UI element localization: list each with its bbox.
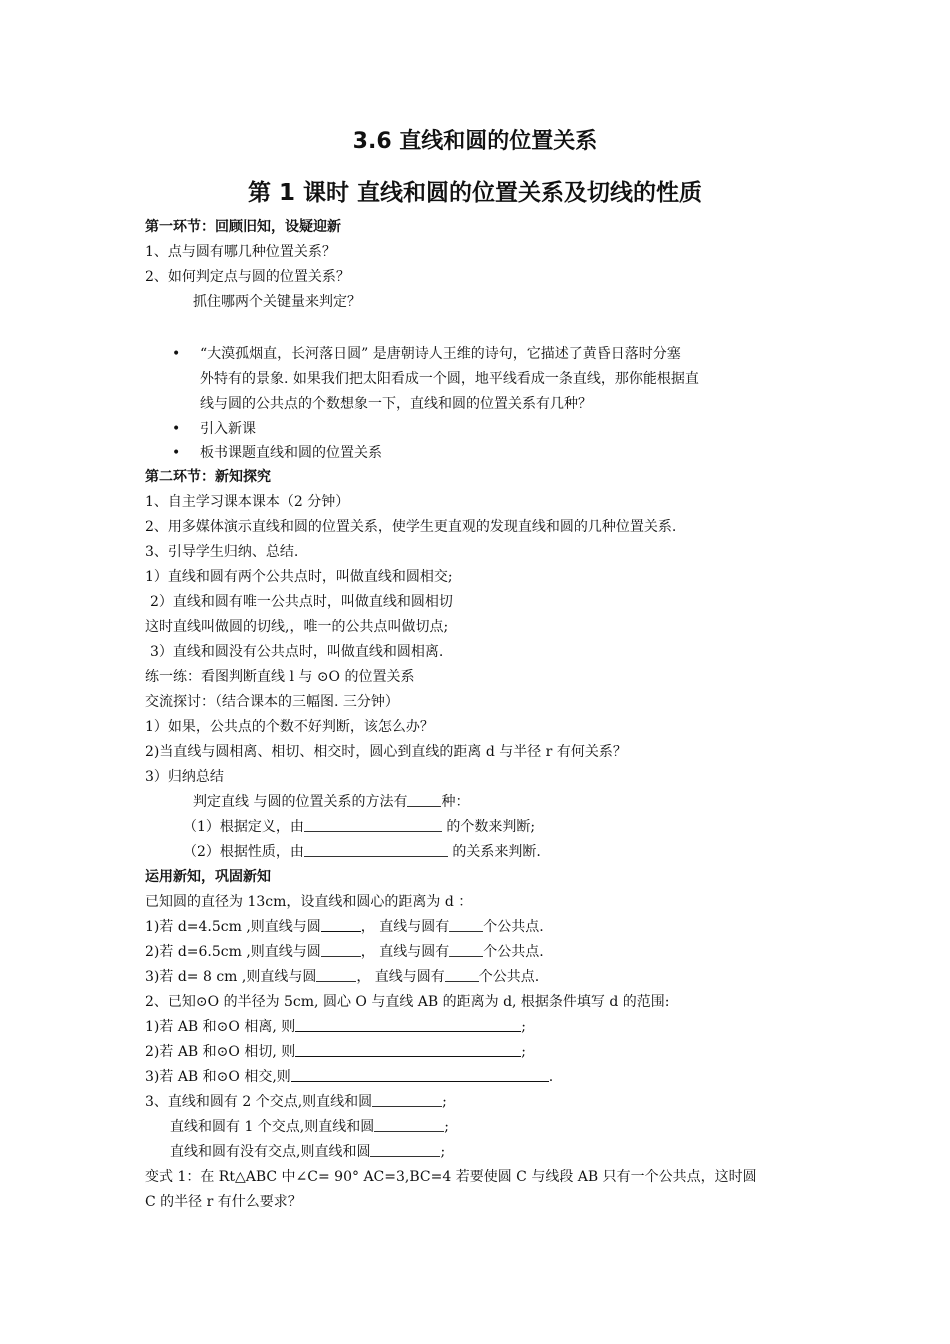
section2-heading: 第二环节：新知探究 bbox=[145, 469, 271, 485]
section3-heading: 运用新知，巩固新知 bbox=[145, 869, 271, 885]
row3-relation-blank[interactable] bbox=[316, 967, 356, 982]
section1-heading: 第一环节：回顾旧知，设疑迎新 bbox=[145, 219, 341, 235]
intersect-blank[interactable] bbox=[291, 1067, 549, 1082]
section3-intro: 已知圆的直径为 13cm，设直线和圆心的距离为 d ： bbox=[145, 894, 473, 910]
row1-end: 个公共点. bbox=[483, 919, 544, 935]
definition-label: （1）根据定义，由 bbox=[183, 819, 304, 835]
one-point-end: ; bbox=[444, 1119, 449, 1135]
row2-count-blank[interactable] bbox=[449, 942, 483, 957]
row1-mid: ， 直线与圆有 bbox=[360, 919, 450, 935]
section2-line6: 这时直线叫做圆的切线,，唯一的公共点叫做切点; bbox=[145, 619, 449, 635]
section2-line3: 3、引导学生归纳、总结. bbox=[145, 544, 299, 560]
separate-end: ; bbox=[521, 1019, 526, 1035]
row3-label: 3)若 d= 8 cm ,则直线与圆 bbox=[145, 969, 317, 985]
exercise1-row1 bbox=[145, 917, 544, 937]
bullet1-line1: “大漠孤烟直，长河落日圆” 是唐朝诗人王维的诗句，它描述了黄昏日落时分塞 bbox=[200, 346, 681, 362]
definition-blank[interactable] bbox=[304, 817, 442, 832]
row2-end: 个公共点. bbox=[483, 944, 544, 960]
bullet3-text: 板书课题直线和圆的位置关系 bbox=[200, 445, 382, 461]
section2-line10: 1）如果，公共点的个数不好判断，该怎么办？ bbox=[145, 719, 434, 735]
variant1-line2: C 的半径 r 有什么要求？ bbox=[145, 1194, 302, 1210]
intersect-end: . bbox=[548, 1069, 554, 1085]
no-point-blank[interactable] bbox=[370, 1142, 440, 1157]
method-count-blank[interactable] bbox=[407, 792, 441, 807]
section2-line8: 练一练：看图判断直线 l 与 ⊙O 的位置关系 bbox=[145, 669, 415, 685]
section2-line11: 2)当直线与圆相离、相切、相交时，圆心到直线的距离 d 与半径 r 有何关系？ bbox=[145, 744, 627, 760]
two-points-end: ; bbox=[442, 1094, 447, 1110]
separate-label: 1)若 AB 和⊙O 相离, 则 bbox=[145, 1019, 296, 1035]
row2-mid: ， 直线与圆有 bbox=[360, 944, 450, 960]
row1-count-blank[interactable] bbox=[449, 917, 483, 932]
bullet1-line3: 线与圆的公共点的个数想象一下，直线和圆的位置关系有几种？ bbox=[200, 396, 592, 412]
method-count-suffix: 种： bbox=[441, 794, 470, 810]
tangent-end: ; bbox=[521, 1044, 526, 1060]
property-blank[interactable] bbox=[304, 842, 448, 857]
section2-line14 bbox=[183, 817, 535, 837]
section2-line15 bbox=[183, 842, 541, 862]
tangent-label: 2)若 AB 和⊙O 相切, 则 bbox=[145, 1044, 296, 1060]
exercise3-row2 bbox=[170, 1117, 449, 1137]
section2-line5: 2）直线和圆有唯一公共点时，叫做直线和圆相切 bbox=[150, 594, 453, 610]
row3-count-blank[interactable] bbox=[445, 967, 479, 982]
tangent-blank[interactable] bbox=[295, 1042, 521, 1057]
exercise3-row3 bbox=[170, 1142, 445, 1162]
exercise2-prompt: 2、已知⊙O 的半径为 5cm, 圆心 O 与直线 AB 的距离为 d, 根据条件填写 d 的范围: bbox=[145, 994, 670, 1010]
exercise1-row3 bbox=[145, 967, 539, 987]
section2-line7: 3）直线和圆没有公共点时，叫做直线和圆相离. bbox=[150, 644, 444, 660]
bullet-icon: • bbox=[172, 346, 181, 362]
two-points-label: 3、直线和圆有 2 个交点,则直线和圆 bbox=[145, 1094, 373, 1110]
method-count-label: 判定直线 与圆的位置关系的方法有 bbox=[193, 794, 408, 810]
section2-line12: 3）归纳总结 bbox=[145, 769, 224, 785]
row3-mid: ， 直线与圆有 bbox=[356, 969, 445, 985]
intersect-label: 3)若 AB 和⊙O 相交,则 bbox=[145, 1069, 291, 1085]
section2-line9: 交流探讨：（结合课本的三幅图. 三分钟） bbox=[145, 694, 399, 710]
section1-question2-sub: 抓住哪两个关键量来判定？ bbox=[193, 294, 361, 310]
exercise2-row2 bbox=[145, 1042, 526, 1062]
section2-line13 bbox=[193, 792, 469, 812]
page-title: 3.6 直线和圆的位置关系 bbox=[352, 129, 598, 154]
exercise3-row1 bbox=[145, 1092, 447, 1112]
bullet-icon: • bbox=[172, 445, 181, 461]
row2-relation-blank[interactable] bbox=[321, 942, 361, 957]
bullet1-line2: 外特有的景象. 如果我们把太阳看成一个圆，地平线看成一条直线，那你能根据直 bbox=[200, 371, 699, 387]
exercise2-row1 bbox=[145, 1017, 526, 1037]
row1-label: 1)若 d=4.5cm ,则直线与圆 bbox=[145, 919, 321, 935]
section2-line4: 1）直线和圆有两个公共点时，叫做直线和圆相交; bbox=[145, 569, 453, 585]
one-point-label: 直线和圆有 1 个交点,则直线和圆 bbox=[170, 1119, 375, 1135]
variant1-line1: 变式 1：在 Rt△ABC 中∠C= 90° AC=3,BC=4 若要使圆 C 与线段 AB 只有一个公共点，这时圆 bbox=[145, 1169, 757, 1185]
row2-label: 2)若 d=6.5cm ,则直线与圆 bbox=[145, 944, 321, 960]
bullet-icon: • bbox=[172, 421, 181, 437]
row1-relation-blank[interactable] bbox=[321, 917, 361, 932]
section2-line2: 2、用多媒体演示直线和圆的位置关系，使学生更直观的发现直线和圆的几种位置关系. bbox=[145, 519, 677, 535]
section2-line1: 1、自主学习课本课本（2 分钟） bbox=[145, 494, 350, 510]
section1-question1: 1、点与圆有哪几种位置关系？ bbox=[145, 244, 336, 260]
property-label: （2）根据性质，由 bbox=[183, 844, 304, 860]
definition-suffix: 的个数来判断; bbox=[441, 819, 536, 835]
no-point-end: ; bbox=[440, 1144, 446, 1160]
section1-question2: 2、如何判定点与圆的位置关系？ bbox=[145, 269, 350, 285]
separate-blank[interactable] bbox=[295, 1017, 521, 1032]
exercise1-row2 bbox=[145, 942, 544, 962]
one-point-blank[interactable] bbox=[374, 1117, 444, 1132]
two-points-blank[interactable] bbox=[372, 1092, 442, 1107]
property-suffix: 的关系来判断. bbox=[447, 844, 541, 860]
bullet2-text: 引入新课 bbox=[200, 421, 256, 437]
row3-end: 个公共点. bbox=[478, 969, 540, 985]
no-point-label: 直线和圆有没有交点,则直线和圆 bbox=[170, 1144, 371, 1160]
page-subtitle: 第 1 课时 直线和圆的位置关系及切线的性质 bbox=[247, 180, 703, 206]
exercise2-row3 bbox=[145, 1067, 553, 1087]
